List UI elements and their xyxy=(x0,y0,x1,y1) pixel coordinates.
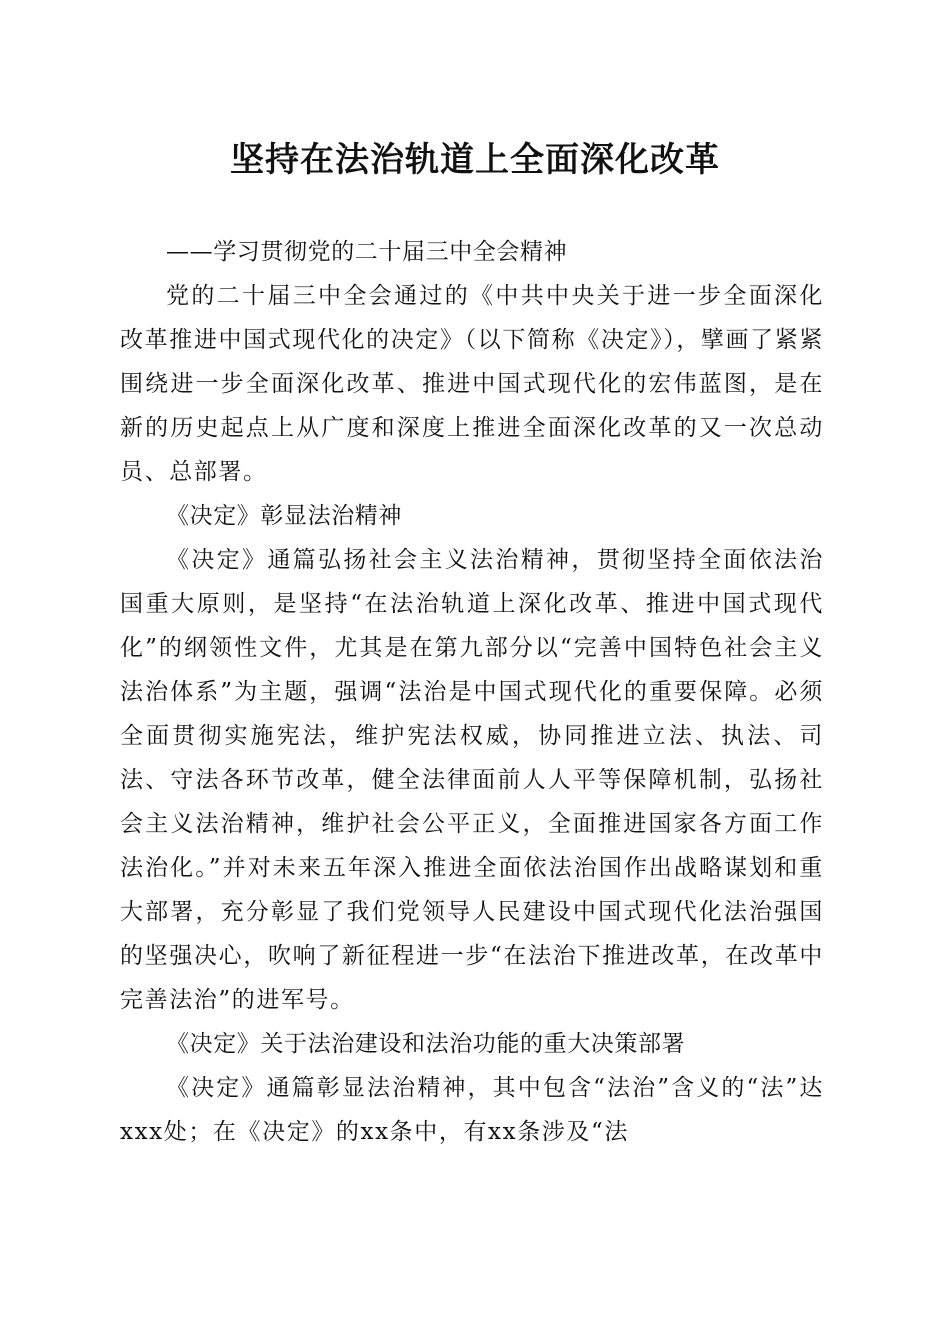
document-title: 坚持在法治轨道上全面深化改革 xyxy=(230,140,720,180)
paragraph-intro: 党的二十届三中全会通过的《中共中央关于进一步全面深化改革推进中国式现代化的决定》（以下简称《决定》），擘画了紧紧围绕进一步全面深化改革、推进中国式现代化的宏伟蓝图，是在新的历史起点上从广度和深度上推进全面深化改革的又一次总动员、总部署。 xyxy=(120,283,824,485)
section-heading-1: 《决定》彰显法治精神 xyxy=(166,503,402,529)
document-body xyxy=(120,230,824,1154)
section-heading-2: 《决定》关于法治建设和法治功能的重大决策部署 xyxy=(166,1031,686,1057)
paragraph-rule-of-law-spirit: 《决定》通篇弘扬社会主义法治精神，贯彻坚持全面依法治国重大原则，是坚持“在法治轨道上深化改革、推进中国式现代化”的纲领性文件，尤其是在第九部分以“完善中国特色社会主义法治体系”为主题，强调“法治是中国式现代化的重要保障。必须全面贯彻实施宪法，维护宪法权威，协同推进立法、执法、司法、守法各环节改革，健全法律面前人人平等保障机制，弘扬社会主义法治精神，维护社会公平正义，全面推进国家各方面工作法治化。”并对未来五年深入推进全面依法治国作出战略谋划和重大部署，充分彰显了我们党领导人民建设中国式现代化法治强国的坚强决心，吹响了新征程进一步“在法治下推进改革，在改革中完善法治”的进军号。 xyxy=(120,547,824,1013)
document-subtitle: ——学习贯彻党的二十届三中全会精神 xyxy=(166,239,568,265)
paragraph-truncated: 《决定》通篇彰显法治精神，其中包含“法治”含义的“法”达xxx处；在《决定》的xx条中，有xx条涉及“法 xyxy=(120,1075,824,1145)
